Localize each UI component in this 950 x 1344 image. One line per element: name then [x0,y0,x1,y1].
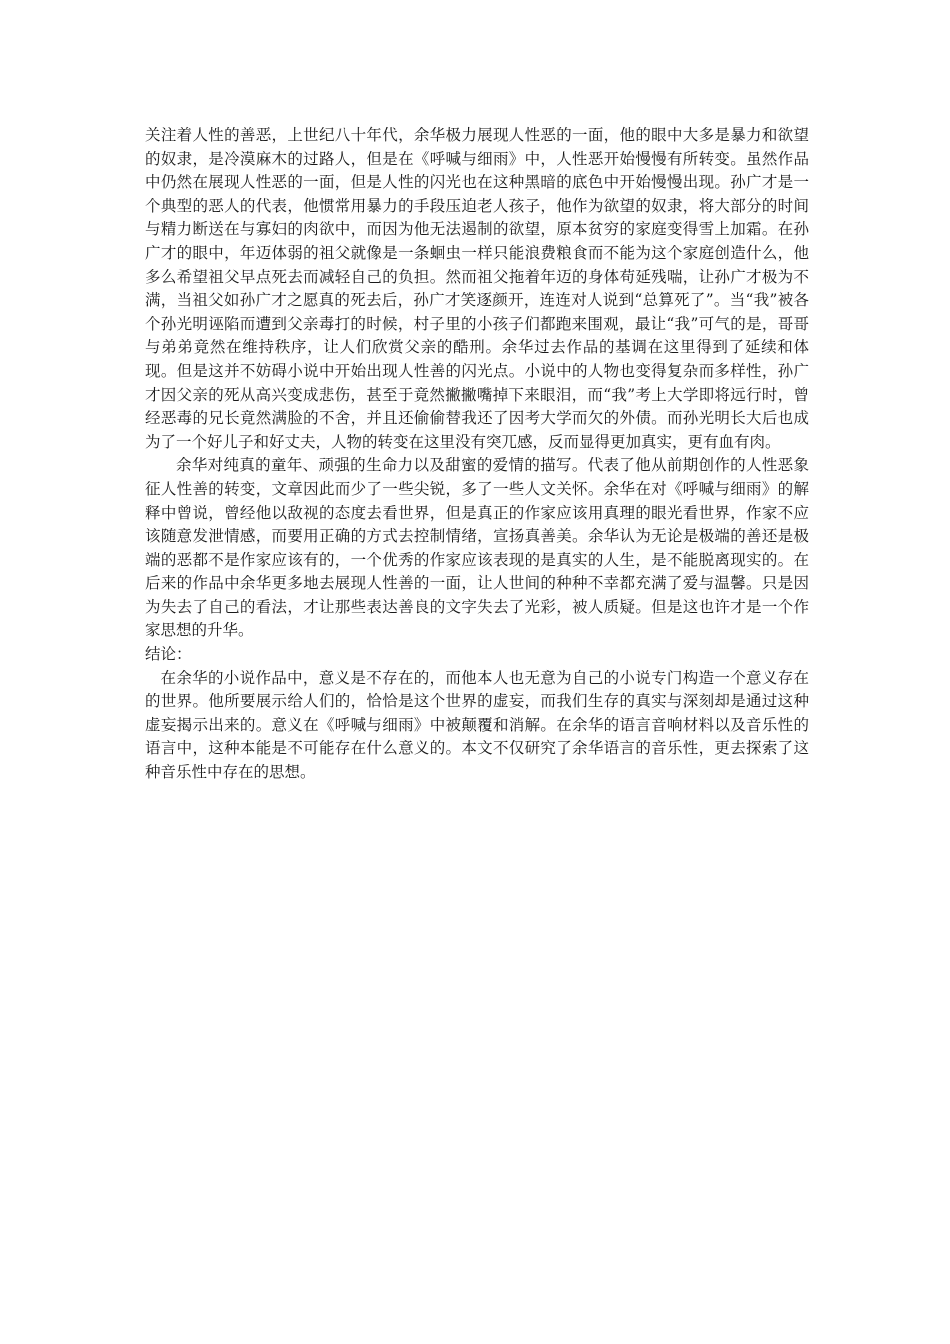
section-heading-conclusion: 结论： [145,645,192,664]
conclusion-paragraph: 在余华的小说作品中，意义是不存在的，而他本人也无意为自己的小说专门构造一个意义存在的世界。他所要展示给人们的，恰恰是这个世界的虚妄，而我们生存的真实与深刻却是通过这种虚妄揭示出来的。意义在《呼喊与细雨》中被颠覆和消解。在余华的语言音响材料以及音乐性的语言中，这种本能是不可能存在什么意义的。本文不仅研究了余华语言的音乐性，更去探索了这种音乐性中存在的思想。 [145,668,809,782]
body-paragraph: 余华对纯真的童年、顽强的生命力以及甜蜜的爱情的描写。代表了他从前期创作的人性恶象征人性善的转变，文章因此而少了一些尖锐，多了一些人文关怀。余华在对《呼喊与细雨》的解释中曾说，曾经他以敌视的态度去看世界，但是真正的作家应该用真理的眼光看世界，作家不应该随意发泄情感，而要用正确的方式去控制情绪，宣扬真善美。余华认为无论是极端的善还是极端的恶都不是作家应该有的，一个优秀的作家应该表现的是真实的人生，是不能脱离现实的。在后来的作品中余华更多地去展现人性善的一面，让人世间的种种不幸都充满了爱与温馨。只是因为失去了自己的看法，才让那些表达善良的文字失去了光彩，被人质疑。但是这也许才是一个作家思想的升华。 [145,456,809,640]
document-body [145,124,809,785]
body-paragraph-continued: 关注着人性的善恶，上世纪八十年代，余华极力展现人性恶的一面，他的眼中大多是暴力和欲望的奴隶，是冷漠麻木的过路人，但是在《呼喊与细雨》中，人性恶开始慢慢有所转变。虽然作品中仍然在展现人性恶的一面，但是人性的闪光也在这种黑暗的底色中开始慢慢出现。孙广才是一个典型的恶人的代表，他惯常用暴力的手段压迫老人孩子，他作为欲望的奴隶，将大部分的时间与精力断送在与寡妇的肉欲中，而因为他无法遏制的欲望，原本贫穷的家庭变得雪上加霜。在孙广才的眼中，年迈体弱的祖父就像是一条蛔虫一样只能浪费粮食而不能为这个家庭创造什么，他多么希望祖父早点死去而减轻自己的负担。然而祖父拖着年迈的身体苟延残喘，让孙广才极为不满，当祖父如孙广才之愿真的死去后，孙广才笑逐颜开，连连对人说到“总算死了”。当“我”被各个孙光明诬陷而遭到父亲毒打的时候，村子里的小孩子们都跑来围观，最让“我”可气的是，哥哥与弟弟竟然在维持秩序，让人们欣赏父亲的酷刑。余华过去作品的基调在这里得到了延续和体现。但是这并不妨碍小说中开始出现人性善的闪光点。小说中的人物也变得复杂而多样性，孙广才因父亲的死从高兴变成悲伤，甚至于竟然撇撇嘴掉下来眼泪，而“我”考上大学即将远行时，曾经恶毒的兄长竟然满脸的不舍，并且还偷偷替我还了因考大学而欠的外债。而孙光明长大后也成为了一个好儿子和好丈夫，人物的转变在这里没有突兀感，反而显得更加真实，更有血有肉。 [145,126,809,451]
